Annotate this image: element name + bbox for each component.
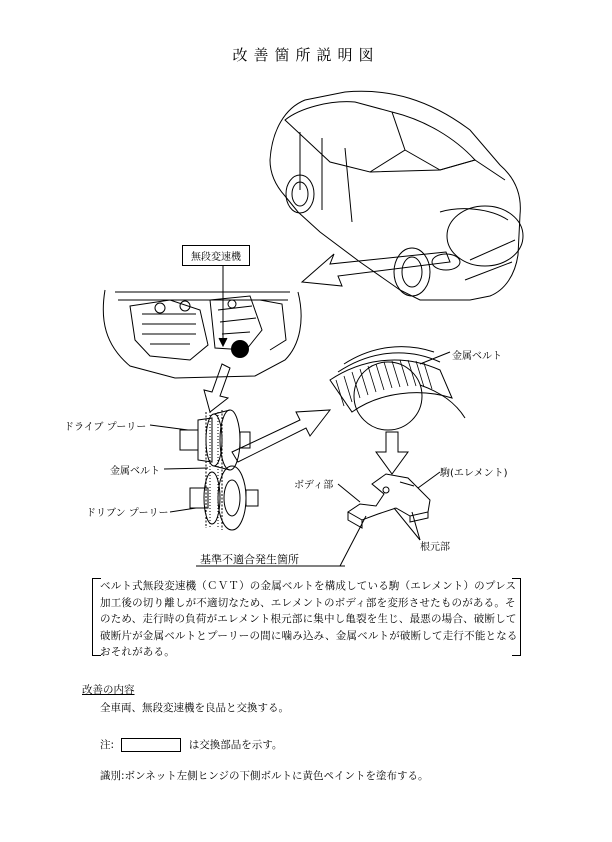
page-title: 改善箇所説明図 [232,46,380,64]
defect-pointer [340,516,366,566]
drive-pulley-label: ドライブ プーリー [64,422,147,433]
arrow-engine-to-pulleys [204,364,230,412]
drive-pulley-leader [150,425,188,430]
driven-pulley-label: ドリブン プーリー [86,508,169,519]
body-part-leader [338,484,360,502]
arrow-pulley-to-belt [232,410,330,462]
element-leader [418,472,440,488]
root-leader-1 [394,508,420,540]
element-label: 駒(エレメント) [440,468,508,479]
body-part-label: ボディ部 [294,480,334,491]
arrow-car-to-engine [302,252,450,286]
metal-belt-label: 金属ベルト [110,466,160,477]
metal-belt-top-label: 金属ベルト [452,351,502,362]
improvement-heading: 改善の内容 [82,684,135,696]
engine-bay-illustration [103,290,301,378]
pulley-assembly [180,410,258,530]
legend-note [100,737,282,752]
cvt-label: 無段変速機 [182,245,250,266]
cvt-location-marker [231,340,249,358]
magnifier-circle [447,206,523,266]
defect-location-label: 基準不適合発生箇所 [200,553,299,566]
legend-suffix: は交換部品を示す。 [188,739,283,751]
root-part-label: 根元部 [420,542,450,553]
identification-note: 識別:ボンネット左側ヒンジの下側ボルトに黄色ペイントを塗布する。 [100,770,429,782]
arrow-belt-to-element [376,432,408,474]
replacement-part-box [121,738,181,752]
driven-pulley-leader [170,508,196,512]
metal-belt-leader [420,352,450,364]
improvement-body: 全車両、無段変速機を良品と交換する。 [100,702,289,714]
metal-belt-detail [330,347,465,418]
element-piece [348,474,430,528]
legend-prefix: 注: [100,739,115,751]
metal-belt-leader-2 [164,468,208,469]
defect-description: ベルト式無段変速機（ＣＶＴ）の金属ベルトを構成している駒（エレメント）のプレス加工後の切り離しが不適切なため、エレメントのボディ部を変形させたものがある。そのため、走行時の負荷がエレメント根元部に集中し亀裂を生じ、最悪の場合、破断して破断片が金属ベルトとプーリーの間に噛み込み、金属ベルトが破断して走行不能となるおそれがある。 [100,580,518,658]
